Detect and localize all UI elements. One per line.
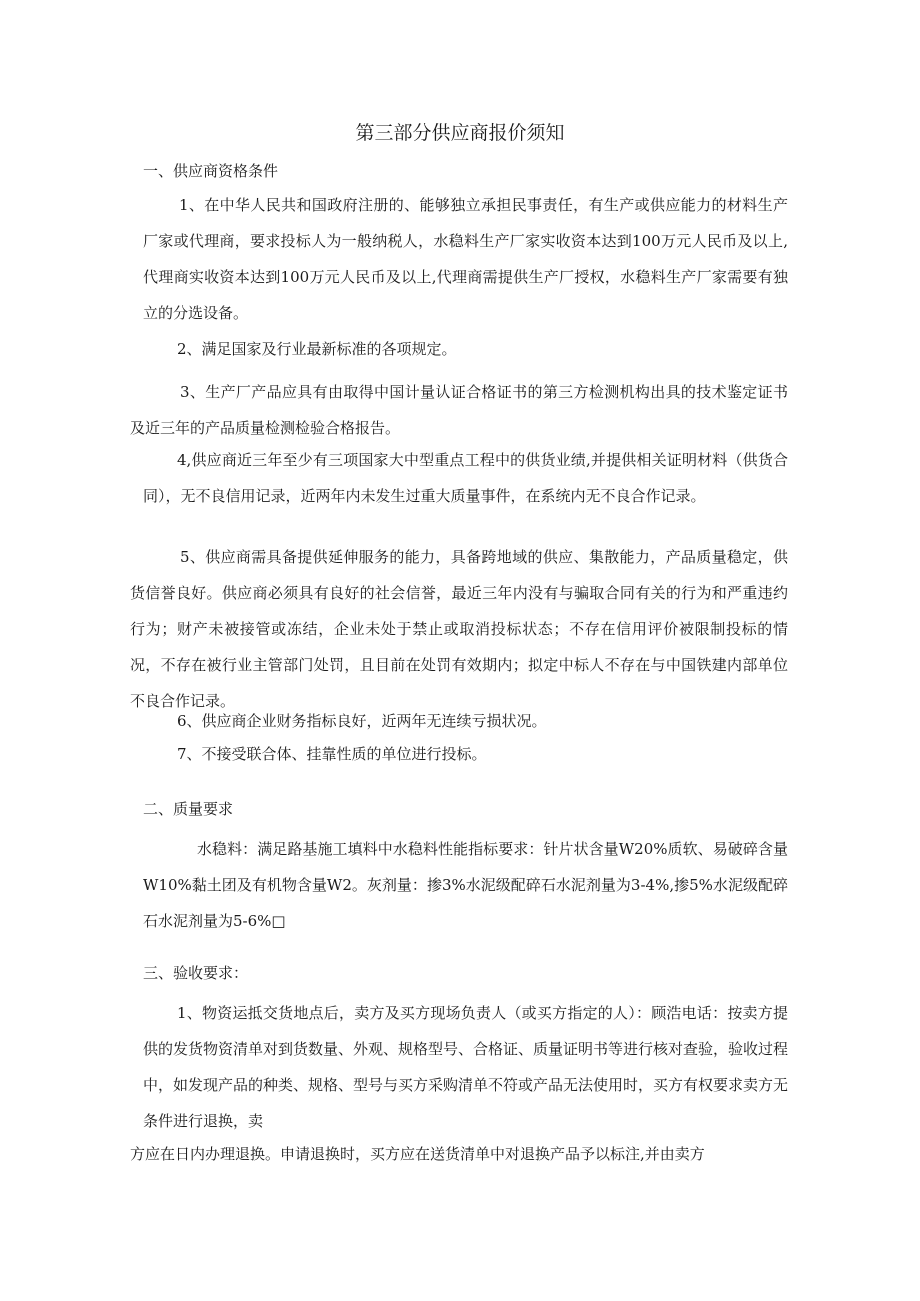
paragraph-qualification-5: 5、供应商需具备提供延伸服务的能力，具备跨地域的供应、集散能力，产品质量稳定，供货信誉良好。供应商必须具有良好的社会信誉，最近三年内没有与骗取合同有关的行为和严重违约行为；财产未被接管或冻结，企业未处于禁止或取消投标状态；不存在信用评价被限制投标的情况，不存在被行业主管部门处罚，且目前在处罚有效期内；拟定中标人不存在与中国铁建内部单位不良合作记录。 — [130, 548, 788, 710]
section-heading-quality: 二、质量要求 — [143, 800, 234, 818]
paragraph-qualification-6: 6、供应商企业财务指标良好，近两年无连续亏损状况。 — [177, 712, 547, 730]
paragraph-qualification-3: 3、生产厂产品应具有由取得中国计量认证合格证书的第三方检测机构出具的技术鉴定证书及近三年的产品质量检测检验合格报告。 — [130, 383, 788, 437]
paragraph-qualification-7: 7、不接受联合体、挂靠性质的单位进行投标。 — [177, 745, 487, 763]
page-title: 第三部分供应商报价须知 — [355, 122, 565, 144]
paragraph-qualification-4: 4,供应商近三年至少有三项国家大中型重点工程中的供货业绩,并提供相关证明材料（供货合同），无不良信用记录，近两年内未发生过重大质量事件，在系统内无不良合作记录。 — [143, 451, 788, 505]
paragraph-quality-1: 水稳料：满足路基施工填料中水稳料性能指标要求：针片状含量W20%质软、易破碎含量W10%黏土团及有机物含量W2。灰剂量：掺3%水泥级配碎石水泥剂量为3-4%,掺5%水泥级配碎石水泥剂量为5-6%□ — [143, 840, 788, 930]
paragraph-qualification-1: 1、在中华人民共和国政府注册的、能够独立承担民事责任，有生产或供应能力的材料生产厂家或代理商，要求投标人为一般纳税人，水稳料生产厂家实收资本达到100万元人民币及以上,代理商实收资本达到100万元人民币及以上,代理商需提供生产厂授权，水稳料生产厂家需要有独立的分选设备。 — [143, 196, 788, 322]
paragraph-acceptance-1: 1、物资运抵交货地点后，卖方及买方现场负责人（或买方指定的人）：顾浩电话：按卖方提供的发货物资清单对到货数量、外观、规格型号、合格证、质量证明书等进行核对查验，验收过程中，如发现产品的种类、规格、型号与买方采购清单不符或产品无法使用时，买方有权要求卖方无条件进行退换，卖 — [143, 1004, 789, 1130]
section-heading-acceptance: 三、验收要求： — [143, 964, 249, 982]
paragraph-qualification-2: 2、满足国家及行业最新标准的各项规定。 — [177, 340, 457, 358]
section-heading-qualifications: 一、供应商资格条件 — [143, 162, 279, 180]
paragraph-acceptance-2: 方应在日内办理退换。申请退换时，买方应在送货清单中对退换产品予以标注,并由卖方 — [130, 1145, 705, 1163]
